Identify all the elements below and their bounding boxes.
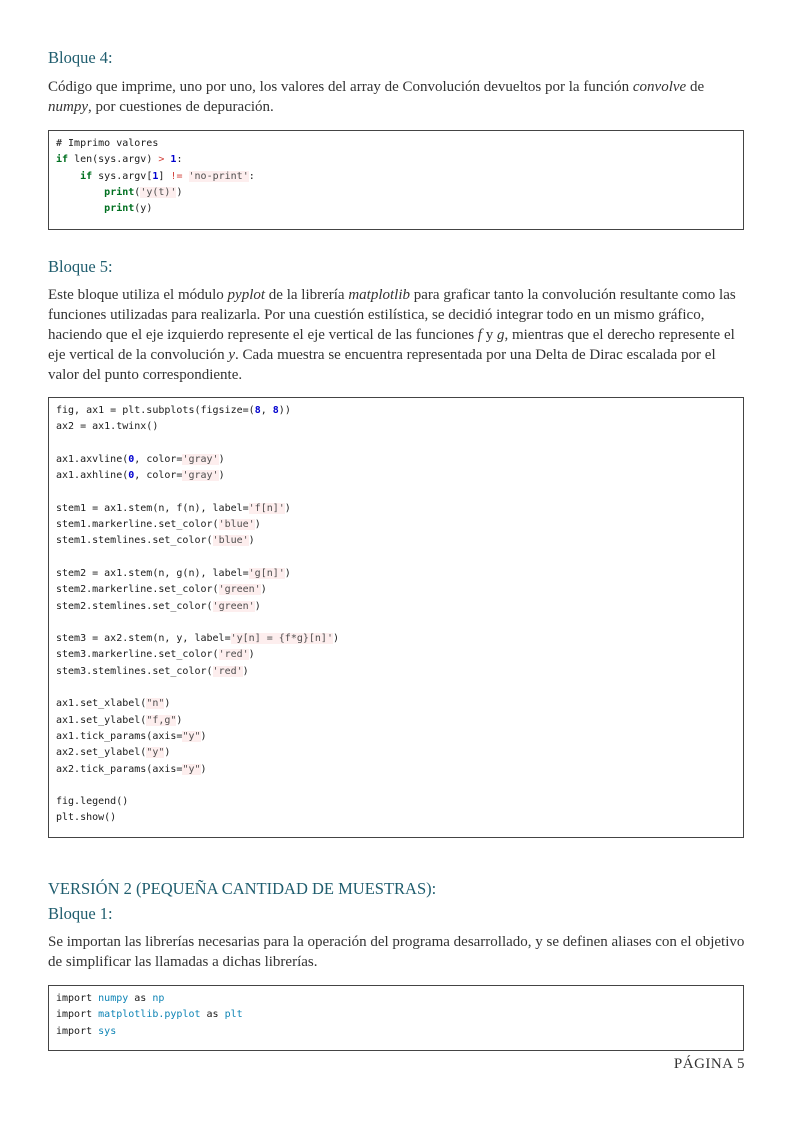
code-line: [56, 762, 743, 778]
code-token: ): [200, 730, 207, 742]
code-line: [56, 533, 743, 549]
code-token: ): [176, 714, 183, 726]
code-token: (: [134, 186, 141, 198]
code-token: np: [152, 993, 165, 1004]
emphasis-text: y: [228, 347, 236, 363]
code-token: stem1 = ax1.stem(n, f(n), label=: [56, 502, 249, 514]
emphasis-text: pyplot: [227, 287, 266, 303]
code-token: 'green': [212, 600, 255, 612]
code-line: [56, 615, 743, 631]
bloque1-description: Se importan las librerías necesarias para la operación del programa desarrollado, y se definen aliases con el objetivo de simplificar las llamadas a dichas librerías.: [48, 934, 745, 970]
code-line: [56, 517, 743, 533]
code-token: stem2.stemlines.set_color(: [56, 600, 213, 612]
code-line: [56, 745, 743, 761]
code-line: [56, 484, 743, 500]
code-token: ): [176, 186, 183, 198]
code-token: as: [200, 1009, 225, 1021]
code-line: [56, 452, 743, 468]
body-text: Este bloque utiliza el módulo: [48, 287, 228, 303]
code-token: 'green': [218, 584, 261, 596]
body-text: y: [481, 327, 497, 343]
emphasis-text: f: [477, 327, 482, 343]
code-token: 'y[n] = {f*g}[n]': [230, 633, 333, 645]
code-token: 8: [272, 405, 279, 416]
code-token: stem1.markerline.set_color(: [56, 519, 219, 531]
bloque5-description: [48, 285, 748, 385]
code-token: print: [104, 203, 135, 215]
code-token: 1: [170, 154, 177, 166]
code-token: ax1.axvline(: [56, 453, 129, 465]
code-line: [56, 631, 743, 647]
bloque4-heading: Bloque 4:: [48, 48, 113, 67]
code-token: stem2.markerline.set_color(: [56, 584, 219, 596]
code-token: ,: [260, 405, 273, 416]
code-line: [56, 550, 743, 566]
code-line: [56, 1024, 743, 1040]
code-token: !=: [170, 170, 183, 182]
code-token: ax2.set_ylabel(: [56, 747, 147, 759]
code-token: ): [254, 600, 261, 612]
code-token: stem2 = ax1.stem(n, g(n), label=: [56, 567, 249, 579]
code-token: stem3 = ax2.stem(n, y, label=: [56, 633, 231, 645]
code-token: ax1.set_ylabel(: [56, 714, 147, 726]
code-token: , color=: [134, 453, 183, 465]
version2-heading: VERSIÓN 2 (PEQUEÑA CANTIDAD DE MUESTRAS):: [48, 879, 437, 898]
code-token: "f,g": [146, 714, 177, 726]
body-text: para graficar tanto la convolución resultante como las funciones utilizadas para realizarla. Por una cuestión estilística, se decidió integrar todo en un mismo gráfico, haciendo que el eje izquierdo represente el eje vertical de las funciones: [48, 287, 736, 343]
code-line: [56, 501, 743, 517]
code-line: [56, 201, 743, 217]
code-token: 1: [152, 170, 159, 182]
code-line: [56, 778, 743, 794]
code-token: ): [164, 698, 171, 710]
code-token: numpy: [98, 993, 129, 1004]
bloque1-heading: Bloque 1:: [48, 904, 113, 923]
code-token: 8: [254, 405, 261, 416]
code-token: 0: [128, 453, 135, 465]
code-line: [56, 436, 743, 452]
code-line: [56, 713, 743, 729]
code-line: [56, 419, 743, 435]
code-token: 'gray': [182, 453, 219, 465]
body-text: de la librería: [265, 287, 349, 303]
code-token: plt.show(): [56, 812, 117, 824]
code-token: ): [248, 535, 255, 547]
code-token: ): [254, 519, 261, 531]
code-line: [56, 680, 743, 696]
code-line: [56, 647, 743, 663]
code-token: 'no-print': [188, 170, 249, 182]
code-token: 0: [128, 470, 135, 482]
code-token: "y": [182, 730, 201, 742]
code-line: [56, 810, 743, 826]
code-token: )): [278, 405, 291, 416]
code-token: stem1.stemlines.set_color(: [56, 535, 213, 547]
code-token: ): [242, 665, 249, 677]
code-token: ax1.tick_params(axis=: [56, 730, 183, 742]
bloque4-code-block: [48, 130, 744, 230]
code-token: "n": [146, 698, 165, 710]
code-token: 'f[n]': [248, 502, 285, 514]
code-token: import: [56, 993, 99, 1004]
code-token: ): [164, 747, 171, 759]
code-token: , color=: [134, 470, 183, 482]
code-token: plt: [224, 1009, 243, 1021]
code-line: [56, 582, 743, 598]
code-line: [56, 136, 743, 152]
code-line: [56, 185, 743, 201]
code-token: print: [104, 186, 135, 198]
code-token: stem3.stemlines.set_color(: [56, 665, 213, 677]
page-number: PÁGINA 5: [673, 1056, 745, 1072]
code-token: 'red': [212, 665, 243, 677]
code-line: [56, 566, 743, 582]
code-token: # Imprimo valores: [56, 138, 159, 149]
code-line: [56, 794, 743, 810]
code-token: if: [80, 170, 93, 182]
code-token: len(sys.argv): [68, 154, 159, 166]
code-token: fig.legend(): [56, 796, 129, 808]
bloque4-description: Código que imprime, uno por uno, los valores del array de Convolución devueltos por la función convolve de numpy, por cuestiones de depuración.: [48, 79, 705, 115]
code-token: ): [218, 470, 225, 482]
code-line: [56, 468, 743, 484]
code-token: [182, 171, 188, 182]
bloque5-code-block: [48, 397, 744, 838]
code-token: ax1.axhline(: [56, 470, 129, 482]
code-token: ): [284, 502, 291, 514]
code-line: [56, 403, 743, 419]
code-token: 'gray': [182, 470, 219, 482]
code-token: import: [56, 1025, 99, 1037]
code-token: ): [200, 763, 207, 775]
bloque1-code-block: [48, 985, 744, 1051]
code-line: [56, 1007, 743, 1023]
code-line: [56, 152, 743, 168]
code-token: ): [284, 567, 291, 579]
code-line: [56, 169, 743, 185]
code-token: [56, 203, 104, 214]
code-token: 'blue': [218, 519, 255, 531]
code-token: ): [260, 584, 267, 596]
emphasis-text: matplotlib: [348, 287, 411, 303]
bloque5-heading: Bloque 5:: [48, 257, 113, 276]
code-token: :: [176, 154, 183, 166]
code-token: matplotlib.pyplot: [98, 1009, 201, 1021]
code-token: sys.argv[: [92, 170, 153, 182]
code-token: >: [158, 154, 165, 166]
code-token: ]: [158, 170, 171, 182]
code-token: ): [248, 649, 255, 661]
code-token: 'red': [218, 649, 249, 661]
code-token: ): [218, 453, 225, 465]
code-token: fig, ax1 = plt.subplots(figsize=(: [56, 405, 255, 416]
code-token: "y": [146, 747, 165, 759]
code-token: if: [56, 154, 69, 166]
code-line: [56, 664, 743, 680]
code-token: "y": [182, 763, 201, 775]
code-line: [56, 729, 743, 745]
code-token: ): [332, 633, 339, 645]
code-token: ax2.tick_params(axis=: [56, 763, 183, 775]
code-token: [56, 171, 80, 182]
code-line: [56, 696, 743, 712]
code-token: as: [128, 993, 153, 1004]
code-token: 'g[n]': [248, 567, 285, 579]
code-token: ax2 = ax1.twinx(): [56, 421, 159, 433]
code-token: 'blue': [212, 535, 249, 547]
code-token: stem3.markerline.set_color(: [56, 649, 219, 661]
code-line: [56, 991, 743, 1007]
code-token: sys: [98, 1025, 117, 1037]
code-token: import: [56, 1009, 99, 1021]
emphasis-text: g: [496, 327, 505, 343]
code-token: ax1.set_xlabel(: [56, 698, 147, 710]
code-token: 'y(t)': [140, 186, 177, 198]
code-line: [56, 599, 743, 615]
code-token: [56, 187, 104, 198]
body-text: , mientras que el derecho represente el eje vertical de la convolución: [48, 327, 735, 363]
code-token: :: [248, 170, 255, 182]
code-token: (y): [134, 203, 153, 215]
body-text: . Cada muestra se encuentra representada por una Delta de Dirac escalada por el valor del punto correspondiente.: [48, 347, 716, 383]
